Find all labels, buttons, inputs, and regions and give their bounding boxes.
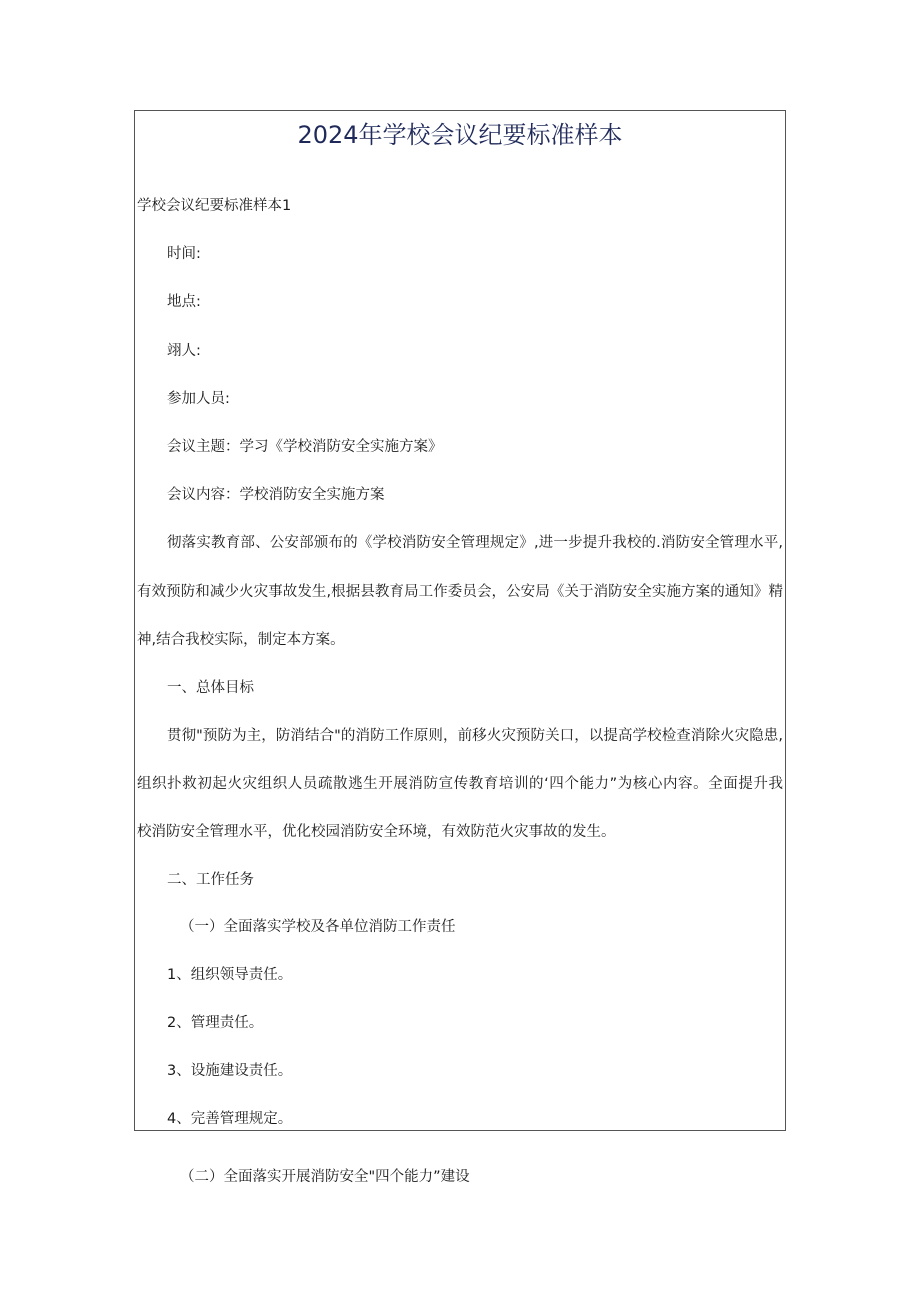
task-item: 4、完善管理规定。 xyxy=(167,1111,293,1127)
section2-subheading-2: （二）全面落实开展消防安全"四个能力”建设 xyxy=(180,1169,470,1185)
document-title: 2024年学校会议纪要标准样本 xyxy=(297,121,623,149)
field-recorder: 翊人: xyxy=(167,343,201,359)
field-attendees: 参加人员: xyxy=(167,391,230,407)
field-time: 时间: xyxy=(167,246,201,262)
task-item: 3、设施建设责任。 xyxy=(167,1063,293,1079)
section1-paragraph-line: 校消防安全管理水平，优化校园消防安全环境，有效防范火灾事故的发生。 xyxy=(137,824,616,840)
section1-paragraph-line: 贯彻"预防为主，防消结合"的消防工作原则，前移火灾预防关口，以提高学校检查消除火灾隐患, xyxy=(167,728,783,744)
section2-heading: 二、工作任务 xyxy=(167,872,254,888)
section1-heading: 一、总体目标 xyxy=(167,680,254,696)
intro-paragraph-line: 有效预防和减少火灾事故发生,根据县教育局工作委员会，公安局《关于消防安全实施方案的通知》精 xyxy=(137,584,783,600)
field-place: 地点: xyxy=(167,294,201,310)
intro-paragraph-line: 神,结合我校实际，制定本方案。 xyxy=(137,632,345,648)
task-item: 2、管理责任。 xyxy=(167,1015,264,1031)
task-item: 1、组织领导责任。 xyxy=(167,967,293,983)
section1-paragraph-line: 组织扑救初起火灾组织人员疏散逃生开展消防宣传教育培训的‘四个能力”为核心内容。全面提升我 xyxy=(137,776,783,792)
section2-subheading-1: （一）全面落实学校及各单位消防工作责任 xyxy=(180,919,456,935)
field-content: 会议内容：学校消防安全实施方案 xyxy=(167,487,385,503)
document-subtitle: 学校会议纪要标准样本1 xyxy=(137,198,292,214)
field-topic: 会议主题：学习《学校消防安全实施方案》 xyxy=(167,439,443,455)
intro-paragraph-line: 彻落实教育部、公安部颁布的《学校消防安全管理规定》,进一步提升我校的.消防安全管理水平, xyxy=(167,535,783,551)
